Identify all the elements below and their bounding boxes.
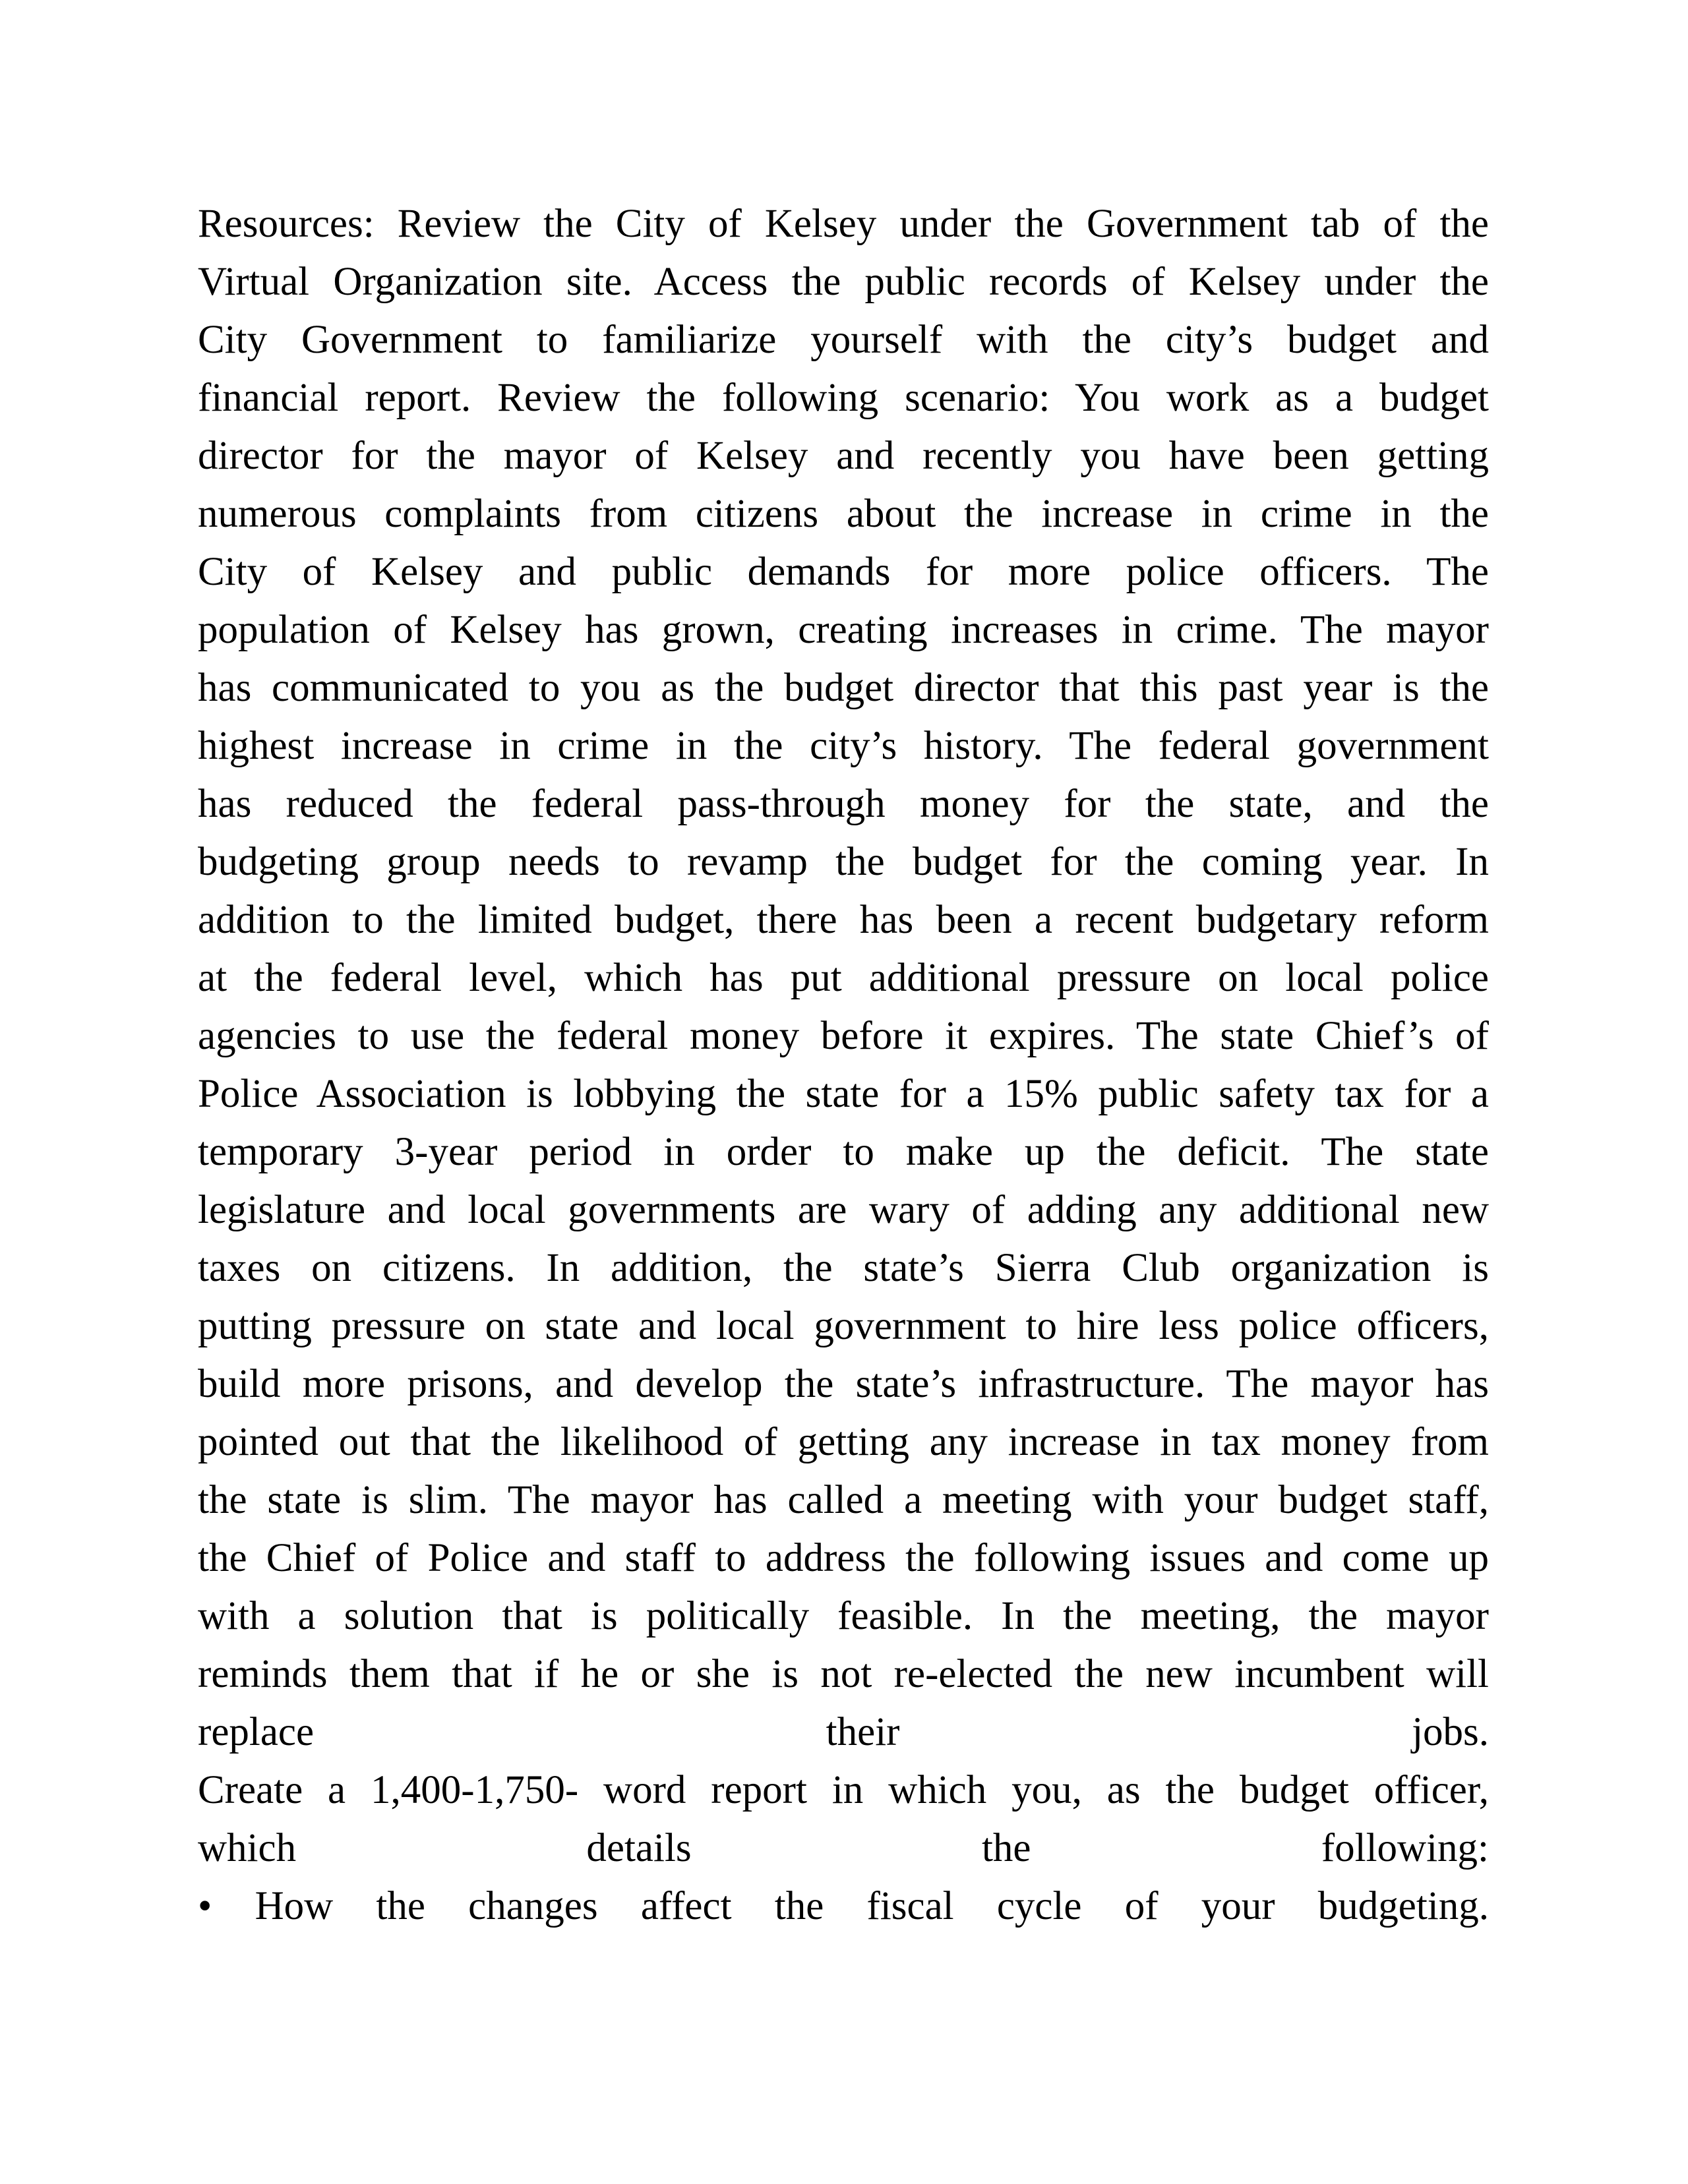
text-line: has communicated to you as the budget director that this past year is the	[198, 666, 1489, 710]
text-line: Resources: Review the City of Kelsey under the Government tab of the	[198, 202, 1489, 246]
text-line: temporary 3-year period in order to make up the deficit. The state	[198, 1130, 1489, 1174]
text-line: at the federal level, which has put additional pressure on local police	[198, 956, 1489, 1000]
text-line: the state is slim. The mayor has called a meeting with your budget staff,	[198, 1478, 1489, 1522]
text-line: the Chief of Police and staff to address the following issues and come up	[198, 1536, 1489, 1580]
bullet-item: • How the changes affect the fiscal cycle of your budgeting.	[198, 1884, 1489, 1928]
text-line: pointed out that the likelihood of getting any increase in tax money from	[198, 1420, 1489, 1464]
text-line: highest increase in crime in the city’s history. The federal government	[198, 724, 1489, 768]
text-line: reminds them that if he or she is not re-elected the new incumbent will	[198, 1652, 1489, 1696]
text-line: has reduced the federal pass-through money for the state, and the	[198, 782, 1489, 826]
text-line: City of Kelsey and public demands for more police officers. The	[198, 550, 1489, 594]
document-body	[198, 195, 1489, 1935]
text-line: build more prisons, and develop the state’s infrastructure. The mayor has	[198, 1362, 1489, 1406]
text-line: budgeting group needs to revamp the budget for the coming year. In	[198, 840, 1489, 884]
text-line: legislature and local governments are wary of adding any additional new	[198, 1188, 1489, 1232]
text-line: Virtual Organization site. Access the public records of Kelsey under the	[198, 260, 1489, 304]
text-line: financial report. Review the following scenario: You work as a budget	[198, 376, 1489, 420]
text-line: putting pressure on state and local government to hire less police officers,	[198, 1304, 1489, 1348]
text-line: taxes on citizens. In addition, the state’s Sierra Club organization is	[198, 1246, 1489, 1290]
text-line: which details the following:	[198, 1826, 1489, 1870]
text-line: City Government to familiarize yourself with the city’s budget and	[198, 318, 1489, 362]
text-line: agencies to use the federal money before it expires. The state Chief’s of	[198, 1014, 1489, 1058]
text-line: director for the mayor of Kelsey and recently you have been getting	[198, 434, 1489, 478]
text-line: population of Kelsey has grown, creating increases in crime. The mayor	[198, 608, 1489, 652]
text-line: replace their jobs.	[198, 1710, 1489, 1754]
text-line: addition to the limited budget, there has been a recent budgetary reform	[198, 898, 1489, 942]
text-line: Create a 1,400-1,750- word report in which you, as the budget officer,	[198, 1768, 1489, 1812]
text-line: numerous complaints from citizens about the increase in crime in the	[198, 492, 1489, 536]
text-line: Police Association is lobbying the state for a 15% public safety tax for a	[198, 1072, 1489, 1116]
text-line: with a solution that is politically feasible. In the meeting, the mayor	[198, 1594, 1489, 1638]
